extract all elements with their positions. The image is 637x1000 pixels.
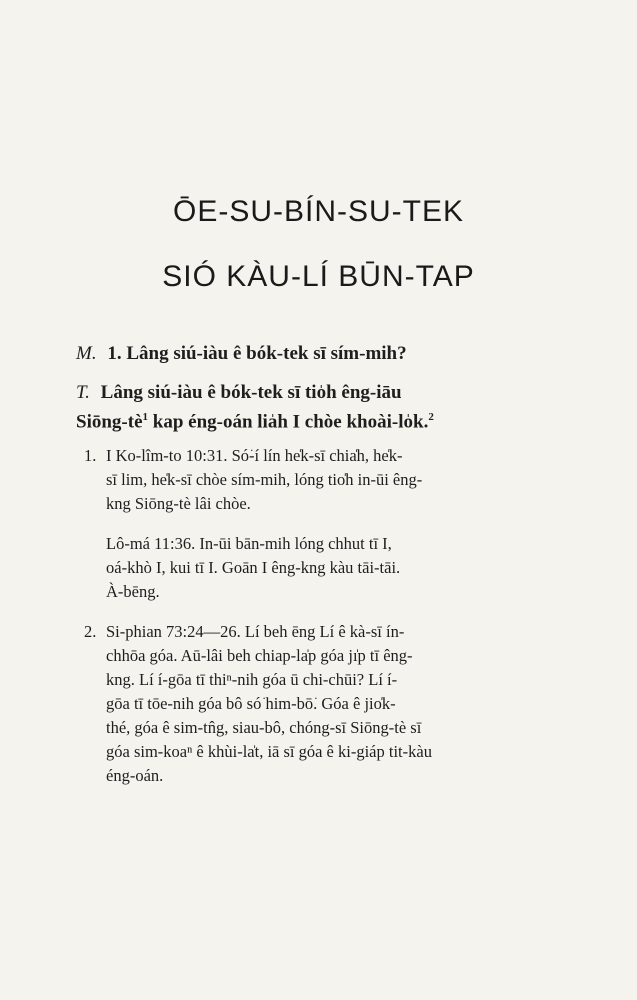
footnote-2-marker: 2 <box>428 411 434 423</box>
question-number: 1. <box>107 343 122 364</box>
reference-line: kng Siōng-tè lâi chòe. <box>106 494 251 513</box>
answer-line-2 <box>76 405 538 434</box>
reference-number: 1. <box>84 446 97 465</box>
reference-number: 2. <box>84 622 97 641</box>
reference-line: 1. I Ko-lîm-to 10:31. Só͘-í lín he̍k-sī chia̍h, he̍k- <box>84 444 538 468</box>
main-title: ŌE-SU-BÍN-SU-TEK <box>172 195 464 228</box>
reference-line: chhōa góa. Aū-lâi beh chiap-la̍p góa jı̍p tī êng- <box>106 646 413 665</box>
reference-line: 2. Si-phian 73:24—26. Lí beh ēng Lí ê kà-sī ín- <box>84 620 538 644</box>
reference-line: góa sim-koaⁿ ê khùi-la̍t, iā sī góa ê ki-giáp tit-kàu <box>106 742 432 761</box>
reference-line: À-bēng. <box>106 582 160 601</box>
reference-1b <box>106 532 538 604</box>
answer-marker: T. <box>76 382 90 403</box>
question-marker: M. <box>76 343 97 364</box>
subtitle: SIÓ KÀU-LÍ BŪN-TAP <box>162 260 475 293</box>
answer-block <box>76 380 538 434</box>
reference-line: thé, góa ê sim-tn̂g, siau-bô, chóng-sī Siōng-tè sī <box>106 718 422 737</box>
reference-line: sī lim, he̍k-sī chòe sím-mih, lóng tio̍h in-ūi êng- <box>106 470 423 489</box>
answer-text-2b: kap éng-oán lia̍h I chòe khoài-lo̍k. <box>148 411 429 433</box>
reference-2 <box>84 620 538 788</box>
reference-line: gōa tī tōe-nih góa bô só͘ him-bō͘. Góa ê jio̍k- <box>106 694 396 713</box>
reference-1 <box>84 444 538 516</box>
answer-text-2a: Siōng-tè <box>76 411 143 433</box>
reference-line: kng. Lí í-gōa tī thiⁿ-nih góa ū chi-chūi? Lí í- <box>106 670 398 689</box>
question-text: Lâng siú-iàu ê bók-tek sī sím-mih? <box>126 343 407 364</box>
answer-line-1 <box>76 380 538 405</box>
footnote-1-marker: 1 <box>142 411 148 423</box>
answer-text-1: Lâng siú-iàu ê bók-tek sī tio̍h êng-iāu <box>100 382 402 403</box>
reference-line: éng-oán. <box>106 766 164 785</box>
question-line <box>76 343 538 365</box>
reference-line: oá-khò I, kui tī I. Goān I êng-kng kàu tāi-tāi. <box>106 558 401 577</box>
reference-line: Lô-má 11:36. In-ūi bān-mih lóng chhut tī I, <box>106 534 392 553</box>
